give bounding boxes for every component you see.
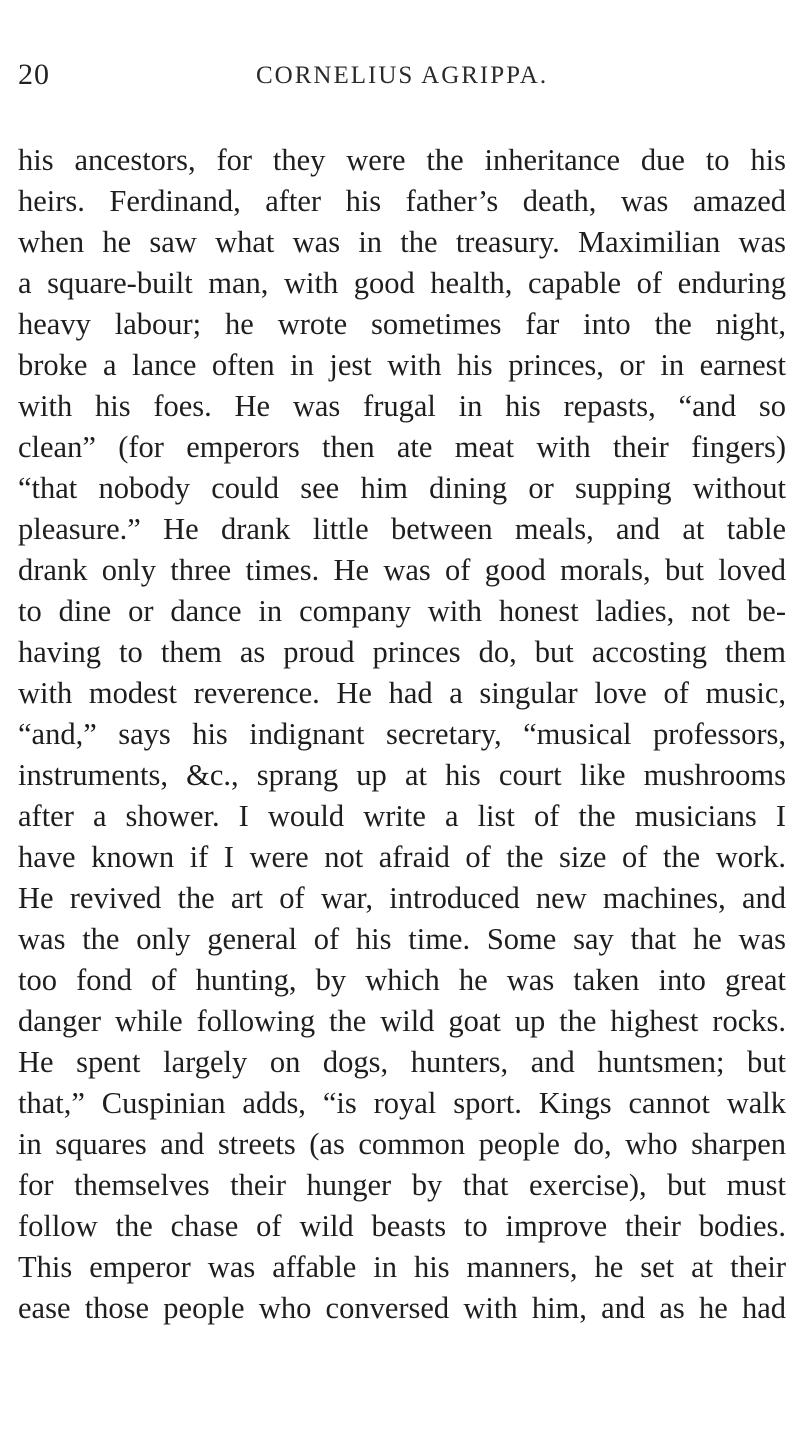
text-line: for themselves their hunger by that exercise), but must xyxy=(18,1168,786,1202)
text-line: have known if I were not afraid of the size of the work. xyxy=(18,840,786,874)
text-line: This emperor was affable in his manners, he set at their xyxy=(18,1250,786,1284)
text-line: drank only three times. He was of good morals, but loved xyxy=(18,553,786,587)
text-line: “that nobody could see him dining or supping without xyxy=(18,471,786,505)
text-line: with his foes. He was frugal in his repasts, “and so xyxy=(18,389,786,423)
page-header xyxy=(18,58,778,98)
text-line: ease those people who conversed with him, and as he had xyxy=(18,1291,786,1325)
text-line: to dine or dance in company with honest ladies, not be- xyxy=(18,594,786,628)
text-line: He revived the art of war, introduced new machines, and xyxy=(18,881,786,915)
text-line: with modest reverence. He had a singular love of music, xyxy=(18,676,786,710)
text-line: in squares and streets (as common people do, who sharpen xyxy=(18,1127,786,1161)
text-line: his ancestors, for they were the inheritance due to his xyxy=(18,143,786,177)
text-line: too fond of hunting, by which he was taken into great xyxy=(18,963,786,997)
text-line: heavy labour; he wrote sometimes far into the night, xyxy=(18,307,786,341)
page-number: 20 xyxy=(18,58,50,91)
text-line: follow the chase of wild beasts to improve their bodies. xyxy=(18,1209,786,1243)
text-line: after a shower. I would write a list of the musicians I xyxy=(18,799,786,833)
text-line: was the only general of his time. Some say that he was xyxy=(18,922,786,956)
text-line: danger while following the wild goat up the highest rocks. xyxy=(18,1004,786,1038)
text-line: “and,” says his indignant secretary, “musical professors, xyxy=(18,717,786,751)
body-text xyxy=(18,140,786,1329)
text-line: instruments, &c., sprang up at his court like mushrooms xyxy=(18,758,786,792)
text-line: broke a lance often in jest with his princes, or in earnest xyxy=(18,348,786,382)
running-title: CORNELIUS AGRIPPA. xyxy=(256,62,549,89)
text-line: a square-built man, with good health, capable of enduring xyxy=(18,266,786,300)
text-line: He spent largely on dogs, hunters, and huntsmen; but xyxy=(18,1045,786,1079)
text-line: when he saw what was in the treasury. Maximilian was xyxy=(18,225,786,259)
text-line: clean” (for emperors then ate meat with their fingers) xyxy=(18,430,786,464)
text-line: heirs. Ferdinand, after his father’s death, was amazed xyxy=(18,184,786,218)
text-line: having to them as proud princes do, but accosting them xyxy=(18,635,786,669)
text-line: pleasure.” He drank little between meals, and at table xyxy=(18,512,786,546)
text-line: that,” Cuspinian adds, “is royal sport. Kings cannot walk xyxy=(18,1086,786,1120)
